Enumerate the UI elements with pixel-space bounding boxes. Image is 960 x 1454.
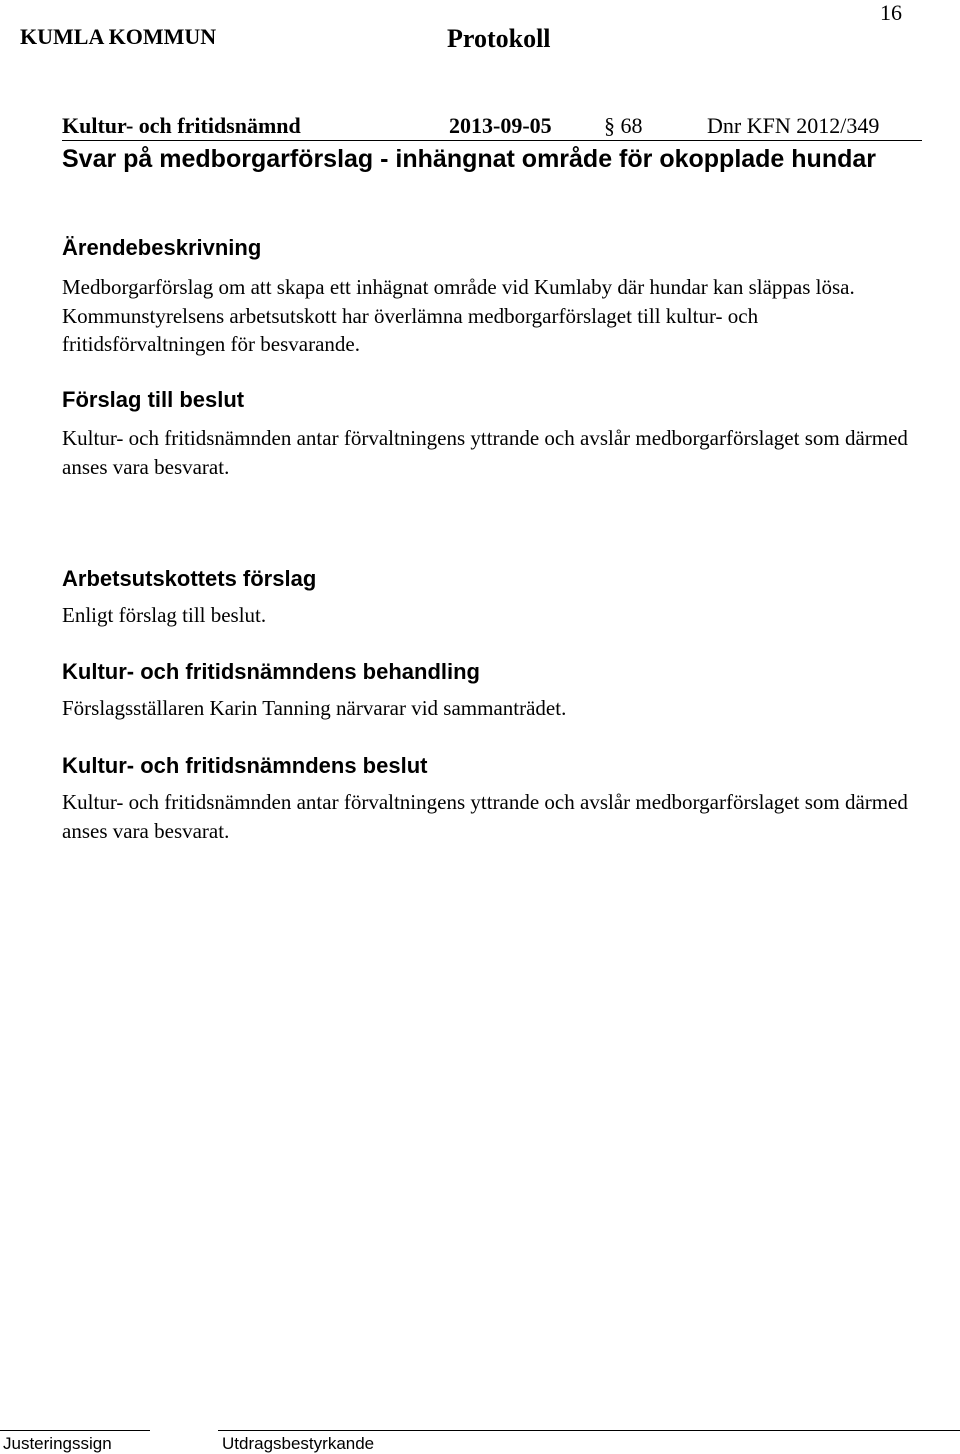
case-title: Svar på medborgarförslag - inhängnat område för okopplade hundar bbox=[62, 145, 877, 173]
committee-name: Kultur- och fritidsnämnd bbox=[62, 113, 301, 138]
page-number: 16 bbox=[880, 0, 902, 25]
footer-extract-label: Utdragsbestyrkande bbox=[222, 1434, 375, 1453]
section-text-committee-proposal: Enligt förslag till beslut. bbox=[62, 603, 267, 627]
paragraph-number bbox=[604, 113, 643, 139]
header-divider bbox=[62, 140, 922, 141]
footer-divider bbox=[0, 1430, 960, 1431]
section-heading-proposal: Förslag till beslut bbox=[62, 387, 245, 412]
section-text-decision: Kultur- och fritidsnämnden antar förvaltningens yttrande och avslår medborgarförslaget som därmed anses vara besvarat. bbox=[62, 790, 908, 843]
section-heading-committee-proposal: Arbetsutskottets förslag bbox=[62, 566, 317, 591]
section-heading-handling: Kultur- och fritidsnämndens behandling bbox=[62, 659, 480, 684]
diary-number: Dnr KFN 2012/349 bbox=[707, 113, 880, 138]
section-text-proposal: Kultur- och fritidsnämnden antar förvaltningens yttrande och avslår medborgarförslaget som därmed anses vara besvarat. bbox=[62, 426, 908, 479]
section-heading-description: Ärendebeskrivning bbox=[62, 235, 262, 260]
document-title: Protokoll bbox=[447, 24, 551, 53]
organization-name: KUMLA KOMMUN bbox=[20, 24, 217, 49]
paragraph-value: 68 bbox=[620, 113, 643, 138]
paragraph-symbol: § bbox=[604, 113, 615, 138]
section-text-handling: Förslagsställaren Karin Tanning närvarar vid sammanträdet. bbox=[62, 696, 567, 720]
footer-divider-gap bbox=[150, 1430, 218, 1433]
section-text-description: Medborgarförslag om att skapa ett inhägnat område vid Kumlaby där hundar kan släppas lösa. Kommunstyrelsens arbetsutskott har överlämna medborgarförslaget till kultur- och fritidsförvaltningen för besvarande. bbox=[62, 275, 855, 356]
section-heading-decision: Kultur- och fritidsnämndens beslut bbox=[62, 753, 428, 778]
meeting-date: 2013-09-05 bbox=[449, 113, 552, 138]
footer-signature-label: Justeringssign bbox=[3, 1434, 112, 1453]
